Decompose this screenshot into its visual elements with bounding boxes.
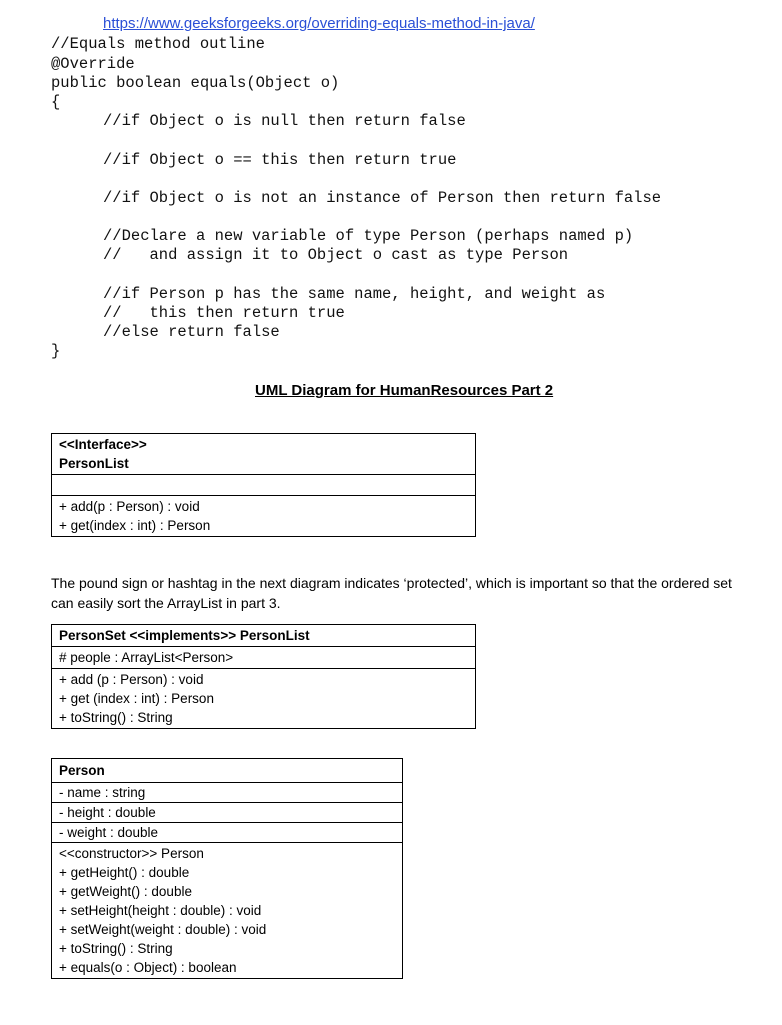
uml-diagram-title: UML Diagram for HumanResources Part 2 <box>255 382 554 399</box>
code-comment-declare: //Declare a new variable of type Person (perhaps named p) <box>103 227 634 245</box>
person-method: + getWeight() : double <box>59 884 192 899</box>
code-comment-this: //if Object o == this then return true <box>103 151 457 169</box>
code-comment-else: //else return false <box>103 323 280 341</box>
personset-method: + toString() : String <box>59 710 173 725</box>
code-close-brace: } <box>51 342 61 360</box>
person-method: + toString() : String <box>59 941 173 956</box>
personset-method: + add (p : Person) : void <box>59 672 204 687</box>
personlist-method: + get(index : int) : Person <box>59 518 211 533</box>
person-field: - height : double <box>52 803 402 823</box>
personlist-fields <box>52 475 476 496</box>
person-fields <box>52 783 403 843</box>
code-method-signature: public boolean equals(Object o) <box>51 74 340 92</box>
person-method: + setWeight(weight : double) : void <box>59 922 267 937</box>
uml-person-box <box>51 758 403 979</box>
code-comment-instance: //if Object o is not an instance of Person then return false <box>103 189 662 207</box>
personlist-stereotype: <<Interface>> <box>59 437 147 452</box>
reference-link[interactable]: https://www.geeksforgeeks.org/overriding-equals-method-in-java/ <box>103 15 535 32</box>
protected-note: The pound sign or hashtag in the next diagram indicates ‘protected’, which is important so that the ordered set can easily sort the ArrayList in part 3. <box>51 575 732 611</box>
person-method: + setHeight(height : double) : void <box>59 903 262 918</box>
code-annotation: @Override <box>51 55 135 73</box>
person-method: + getHeight() : double <box>59 865 190 880</box>
code-comment-outline: //Equals method outline <box>51 35 265 53</box>
code-comment-null: //if Object o is null then return false <box>103 112 466 130</box>
person-method: <<constructor>> Person <box>59 846 204 861</box>
person-method: + equals(o : Object) : boolean <box>59 960 237 975</box>
code-open-brace: { <box>51 93 61 111</box>
code-comment-return-true: // this then return true <box>103 304 345 322</box>
person-field: - name : string <box>52 783 402 803</box>
personset-methods <box>52 669 476 729</box>
personset-method: + get (index : int) : Person <box>59 691 214 706</box>
uml-personlist-box <box>51 433 476 537</box>
personlist-name: PersonList <box>59 456 129 471</box>
code-comment-assign: // and assign it to Object o cast as type Person <box>103 246 569 264</box>
person-header: Person <box>52 759 403 783</box>
personlist-methods <box>52 496 476 537</box>
person-field: - weight : double <box>59 825 159 840</box>
personlist-method: + add(p : Person) : void <box>59 499 200 514</box>
code-comment-compare: //if Person p has the same name, height, and weight as <box>103 285 606 303</box>
personlist-header <box>52 434 476 475</box>
personset-field: # people : ArrayList<Person> <box>59 650 234 665</box>
personset-header: PersonSet <<implements>> PersonList <box>52 625 476 647</box>
personset-fields <box>52 647 476 669</box>
person-methods <box>52 843 403 979</box>
uml-personset-box <box>51 624 476 729</box>
